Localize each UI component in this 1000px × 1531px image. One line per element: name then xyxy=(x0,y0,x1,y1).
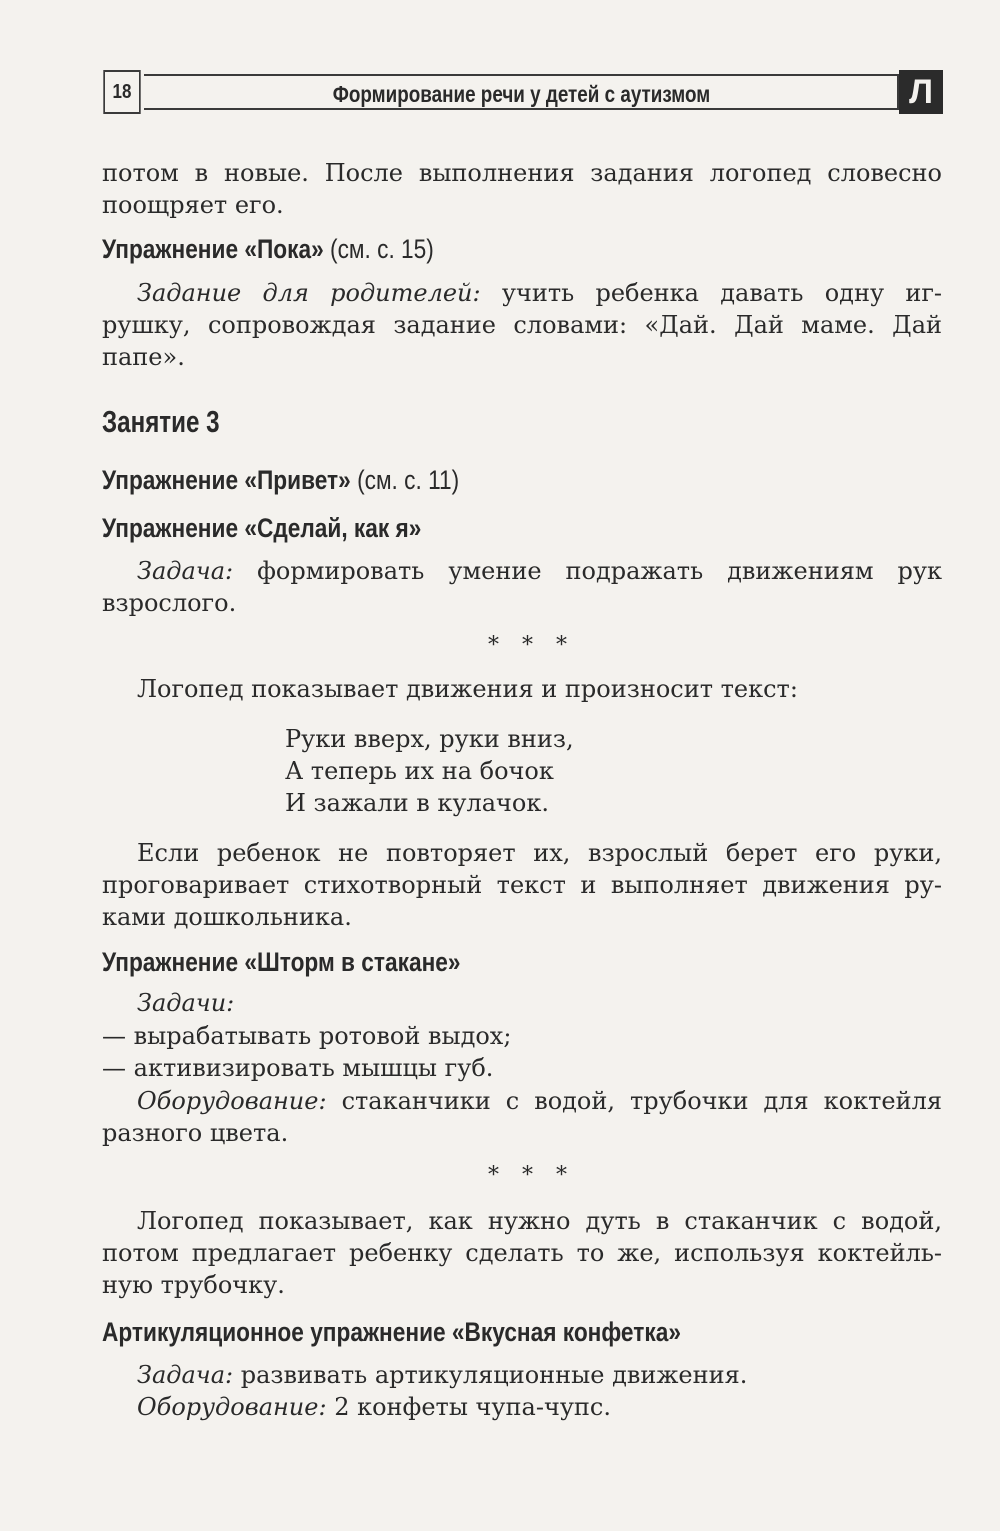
paragraph-line xyxy=(102,1085,942,1117)
publisher-logo: Л xyxy=(899,70,943,114)
poem-line: И зажали в кулачок. xyxy=(285,789,549,817)
exercise-heading: Упражнение «Шторм в стакане» xyxy=(102,947,461,977)
italic-label: Задача: xyxy=(137,557,234,585)
paragraph-text: формировать умение подражать движениям рук xyxy=(257,557,942,585)
paragraph-line: разного цвета. xyxy=(102,1119,289,1147)
paragraph-text: учить ребенка давать одну иг- xyxy=(501,279,943,307)
exercise-title: Упражнение «Привет» xyxy=(102,465,351,495)
lesson-heading: Занятие 3 xyxy=(102,404,220,439)
italic-label: Задачи: xyxy=(137,989,235,1017)
poem-line: Руки вверх, руки вниз, xyxy=(285,725,574,753)
exercise-heading: Упражнение «Сделай, как я» xyxy=(102,513,422,543)
paragraph-text: 2 конфеты чупа-чупс. xyxy=(334,1393,611,1421)
page-reference: (см. с. 15) xyxy=(330,234,434,264)
poem-line: А теперь их на бочок xyxy=(285,757,554,785)
paragraph-line xyxy=(102,555,942,587)
exercise-heading xyxy=(102,465,459,496)
exercise-title: Упражнение «Пока» xyxy=(102,234,324,264)
section-separator: * * * xyxy=(488,633,575,658)
paragraph-line: потом предлагает ребенку сделать то же, используя коктейль- xyxy=(102,1239,942,1267)
paragraph-line: взрослого. xyxy=(102,589,237,617)
paragraph-line: рушку, сопровождая задание словами: «Дай. Дай маме. Дай xyxy=(102,311,942,339)
paragraph-line: ками дошкольника. xyxy=(102,903,352,931)
paragraph-line: папе». xyxy=(102,343,185,371)
paragraph-line: Логопед показывает, как нужно дуть в стаканчик с водой, xyxy=(137,1207,942,1235)
italic-label: Задание для родителей: xyxy=(137,279,481,307)
paragraph-line: ную трубочку. xyxy=(102,1271,285,1299)
paragraph-line: Логопед показывает движения и произносит текст: xyxy=(137,675,798,703)
paragraph-line xyxy=(102,277,942,309)
italic-label: Оборудование: xyxy=(137,1087,327,1115)
paragraph-line: поощряет его. xyxy=(102,191,284,219)
page-reference: (см. с. 11) xyxy=(357,465,460,495)
exercise-heading: Артикуляционное упражнение «Вкусная конфетка» xyxy=(102,1317,681,1347)
list-item: — активизировать мышцы губ. xyxy=(102,1054,494,1082)
exercise-heading xyxy=(102,234,434,265)
paragraph-line xyxy=(137,1391,611,1423)
list-item: — вырабатывать ротовой выдох; xyxy=(102,1022,512,1050)
paragraph-line: потом в новые. После выполнения задания логопед словесно xyxy=(102,159,942,187)
paragraph-line xyxy=(137,1359,747,1391)
italic-label: Оборудование: xyxy=(137,1393,327,1421)
paragraph-line: проговаривает стихотворный текст и выполняет движения ру- xyxy=(102,871,942,899)
paragraph-text: стаканчики с водой, трубочки для коктейля xyxy=(341,1087,942,1115)
book-title: Формирование речи у детей с аутизмом xyxy=(332,80,711,107)
paragraph-text: развивать артикуляционные движения. xyxy=(240,1361,748,1389)
section-separator: * * * xyxy=(488,1163,575,1188)
page-number: 18 xyxy=(103,70,140,114)
paragraph-line: Если ребенок не повторяет их, взрослый берет его руки, xyxy=(137,839,942,867)
running-header xyxy=(100,70,943,116)
italic-label: Задача: xyxy=(137,1361,234,1389)
